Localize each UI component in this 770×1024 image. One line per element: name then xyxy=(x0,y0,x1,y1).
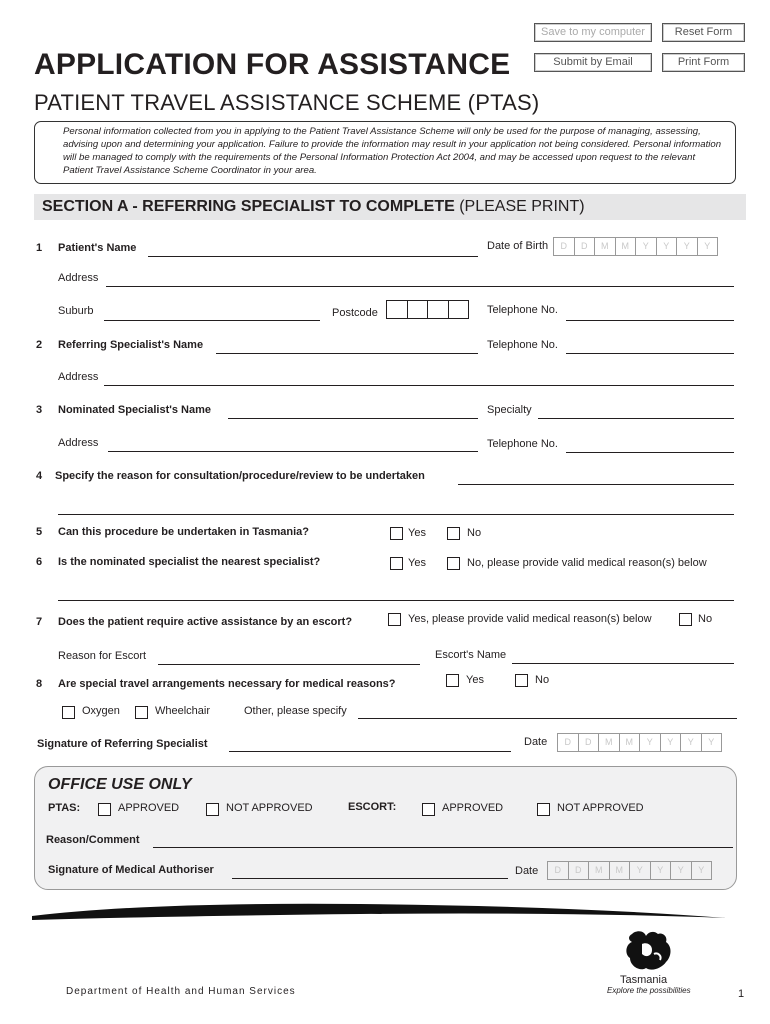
postcode-boxes[interactable] xyxy=(387,300,469,319)
referring-telephone-field[interactable] xyxy=(566,353,734,354)
other-specify-field[interactable] xyxy=(358,718,737,719)
question-1-number: 1 xyxy=(36,242,43,254)
suburb-label: Suburb xyxy=(58,305,94,317)
postcode-box[interactable] xyxy=(448,300,470,319)
procedure-tasmania-yes-checkbox[interactable] xyxy=(390,527,403,540)
nearest-specialist-yes-label: Yes xyxy=(408,557,426,569)
date-box[interactable]: D xyxy=(578,733,600,752)
referring-signature-field[interactable] xyxy=(229,751,511,752)
escort-name-label: Escort's Name xyxy=(435,649,507,661)
escort-not-approved-checkbox[interactable] xyxy=(537,803,550,816)
escort-approved-checkbox[interactable] xyxy=(422,803,435,816)
office-use-title: OFFICE USE ONLY xyxy=(48,776,192,793)
postcode-label: Postcode xyxy=(332,307,378,319)
dob-box[interactable]: M xyxy=(615,237,637,256)
oxygen-label: Oxygen xyxy=(82,705,120,717)
special-travel-yes-checkbox[interactable] xyxy=(446,674,459,687)
submit-by-email-button[interactable]: Submit by Email xyxy=(534,53,652,72)
office-date-box[interactable]: M xyxy=(588,861,610,880)
escort-required-label: Does the patient require active assistance by an escort? xyxy=(58,616,353,628)
referring-specialist-field[interactable] xyxy=(216,353,478,354)
referring-signature-label: Signature of Referring Specialist xyxy=(37,738,208,750)
ptas-not-approved-label: NOT APPROVED xyxy=(226,802,313,814)
escort-office-label: ESCORT: xyxy=(348,801,397,813)
patient-telephone-label: Telephone No. xyxy=(487,304,558,316)
question-7-number: 7 xyxy=(36,616,43,628)
reason-consultation-label: Specify the reason for consultation/procedure/review to be undertaken xyxy=(55,470,425,482)
office-date-box[interactable]: Y xyxy=(670,861,692,880)
question-4-number: 4 xyxy=(36,470,43,482)
tasmania-logo-name: Tasmania xyxy=(620,974,668,986)
tasmania-logo-icon xyxy=(622,928,678,974)
other-specify-label: Other, please specify xyxy=(244,705,347,717)
specialty-field[interactable] xyxy=(538,418,734,419)
date-box[interactable]: M xyxy=(619,733,641,752)
page-subtitle: PATIENT TRAVEL ASSISTANCE SCHEME (PTAS) xyxy=(34,90,540,115)
print-form-button[interactable]: Print Form xyxy=(662,53,745,72)
dob-box[interactable]: Y xyxy=(676,237,698,256)
wheelchair-checkbox[interactable] xyxy=(135,706,148,719)
procedure-tasmania-no-checkbox[interactable] xyxy=(447,527,460,540)
referring-date-label: Date xyxy=(524,736,548,748)
date-box[interactable]: Y xyxy=(639,733,661,752)
authoriser-signature-field[interactable] xyxy=(232,878,508,879)
patient-name-label: Patient's Name xyxy=(58,242,137,254)
specialty-label: Specialty xyxy=(487,404,532,416)
page-title: APPLICATION FOR ASSISTANCE xyxy=(34,48,511,81)
escort-not-approved-label: NOT APPROVED xyxy=(557,802,644,814)
save-to-computer-button[interactable]: Save to my computer xyxy=(534,23,652,42)
office-date-box[interactable]: D xyxy=(547,861,569,880)
referring-address-label: Address xyxy=(58,371,99,383)
date-box[interactable]: M xyxy=(598,733,620,752)
patient-address-field[interactable] xyxy=(106,286,734,287)
nearest-specialist-yes-checkbox[interactable] xyxy=(390,557,403,570)
question-2-number: 2 xyxy=(36,339,43,351)
special-travel-no-label: No xyxy=(535,674,550,686)
page-number: 1 xyxy=(738,988,745,1000)
authoriser-date-label: Date xyxy=(515,865,539,877)
nominated-address-field[interactable] xyxy=(108,451,478,452)
question-6-number: 6 xyxy=(36,556,43,568)
dob-box[interactable]: M xyxy=(594,237,616,256)
department-footer: Department of Health and Human Services xyxy=(66,986,296,997)
special-travel-no-checkbox[interactable] xyxy=(515,674,528,687)
ptas-not-approved-checkbox[interactable] xyxy=(206,803,219,816)
office-date-box[interactable]: Y xyxy=(629,861,651,880)
question-3-number: 3 xyxy=(36,404,43,416)
patient-name-field[interactable] xyxy=(148,256,478,257)
nominated-telephone-label: Telephone No. xyxy=(487,438,558,450)
referring-date-boxes[interactable] xyxy=(558,733,722,752)
patient-address-label: Address xyxy=(58,272,99,284)
postcode-box[interactable] xyxy=(427,300,449,319)
wheelchair-label: Wheelchair xyxy=(155,705,211,717)
office-date-box[interactable]: D xyxy=(568,861,590,880)
referring-telephone-label: Telephone No. xyxy=(487,339,558,351)
nearest-specialist-no-checkbox[interactable] xyxy=(447,557,460,570)
office-date-box[interactable]: M xyxy=(609,861,631,880)
dob-box[interactable]: Y xyxy=(697,237,719,256)
escort-no-checkbox[interactable] xyxy=(679,613,692,626)
ptas-label: PTAS: xyxy=(48,802,81,814)
date-box[interactable]: Y xyxy=(701,733,723,752)
nominated-telephone-field[interactable] xyxy=(566,452,734,453)
nominated-specialist-label: Nominated Specialist's Name xyxy=(58,404,212,416)
authoriser-signature-label: Signature of Medical Authoriser xyxy=(48,864,214,876)
nearest-specialist-label: Is the nominated specialist the nearest specialist? xyxy=(58,556,321,568)
oxygen-checkbox[interactable] xyxy=(62,706,75,719)
referring-specialist-label: Referring Specialist's Name xyxy=(58,339,204,351)
escort-name-field[interactable] xyxy=(512,663,734,664)
decorative-swoosh xyxy=(30,898,730,928)
special-travel-label: Are special travel arrangements necessary for medical reasons? xyxy=(58,678,396,690)
date-box[interactable]: D xyxy=(557,733,579,752)
office-date-box[interactable]: Y xyxy=(650,861,672,880)
question-8-number: 8 xyxy=(36,678,43,690)
date-box[interactable]: Y xyxy=(680,733,702,752)
tasmania-logo-tagline: Explore the possibilities xyxy=(607,986,691,995)
dob-box[interactable]: Y xyxy=(635,237,657,256)
reason-escort-label: Reason for Escort xyxy=(58,650,147,662)
office-date-box[interactable]: Y xyxy=(691,861,713,880)
privacy-notice: Personal information collected from you in applying to the Patient Travel Assistance Scheme will only be used for the purpose of managing, assessing, advising upon and determining your application. Failure to provide the information may result in your application not being considered. Personal information will be managed to comply with the requirements of the Personal Information Protection Act 2004, and may be accessed upon request to the relevant Patient Travel Assistance Scheme Coordinator in your area. xyxy=(34,121,736,184)
nominated-specialist-field[interactable] xyxy=(228,418,478,419)
section-a-note: (PLEASE PRINT) xyxy=(459,198,585,215)
escort-approved-label: APPROVED xyxy=(442,802,504,814)
dob-boxes[interactable] xyxy=(554,237,718,256)
reason-comment-label: Reason/Comment xyxy=(46,834,140,846)
reason-consultation-field[interactable] xyxy=(458,484,734,485)
procedure-tasmania-yes-label: Yes xyxy=(408,527,426,539)
section-a-title: SECTION A - REFERRING SPECIALIST TO COMPLETE xyxy=(42,198,455,215)
section-a-header xyxy=(34,194,746,220)
patient-telephone-field[interactable] xyxy=(566,320,734,321)
ptas-approved-label: APPROVED xyxy=(118,802,180,814)
question-5-number: 5 xyxy=(36,526,43,538)
dob-box[interactable]: D xyxy=(574,237,596,256)
dob-box[interactable]: D xyxy=(553,237,575,256)
escort-no-label: No xyxy=(698,613,713,625)
suburb-field[interactable] xyxy=(104,320,320,321)
nearest-specialist-no-label: No, please provide valid medical reason(s) below xyxy=(467,557,707,569)
reason-consultation-field-2[interactable] xyxy=(58,514,734,515)
referring-address-field[interactable] xyxy=(104,385,734,386)
escort-yes-label: Yes, please provide valid medical reason(s) below xyxy=(408,613,652,625)
nearest-specialist-reason-field[interactable] xyxy=(58,600,734,601)
reason-comment-field[interactable] xyxy=(153,847,733,848)
escort-yes-checkbox[interactable] xyxy=(388,613,401,626)
procedure-tasmania-no-label: No xyxy=(467,527,482,539)
reset-form-button[interactable]: Reset Form xyxy=(662,23,745,42)
special-travel-yes-label: Yes xyxy=(466,674,484,686)
postcode-box[interactable] xyxy=(386,300,408,319)
ptas-approved-checkbox[interactable] xyxy=(98,803,111,816)
authoriser-date-boxes[interactable] xyxy=(548,861,712,880)
date-box[interactable]: Y xyxy=(660,733,682,752)
postcode-box[interactable] xyxy=(407,300,429,319)
reason-escort-field[interactable] xyxy=(158,664,420,665)
dob-label: Date of Birth xyxy=(487,240,549,252)
dob-box[interactable]: Y xyxy=(656,237,678,256)
procedure-tasmania-label: Can this procedure be undertaken in Tasmania? xyxy=(58,526,310,538)
nominated-address-label: Address xyxy=(58,437,99,449)
